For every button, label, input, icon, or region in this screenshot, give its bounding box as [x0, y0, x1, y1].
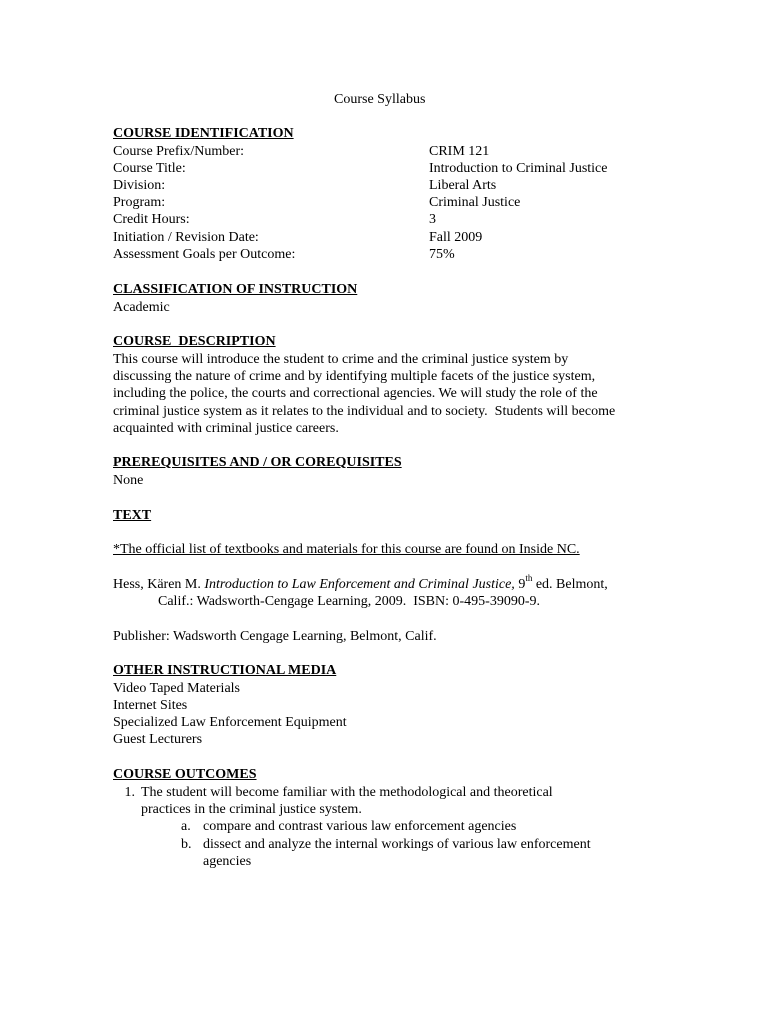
sub-outcome-line: agencies [203, 854, 252, 870]
outcomes-section [113, 766, 673, 871]
id-label: Credit Hours: [113, 212, 190, 228]
document-title: Course Syllabus [334, 92, 426, 107]
id-label: Course Prefix/Number: [113, 143, 245, 159]
id-row [113, 160, 673, 177]
official-textbook-note: *The official list of textbooks and materials for this course are found on Inside NC. [113, 542, 580, 557]
citation-line-2: Calif.: Wadsworth-Cengage Learning, 2009. ISBN: 0-495-39090-9. [158, 594, 540, 610]
outcome-item [113, 784, 673, 819]
classification-text: Academic [113, 299, 170, 315]
description-section [113, 333, 673, 438]
citation-edition-sup: th [525, 573, 533, 584]
course-identification-section [113, 125, 673, 263]
id-label: Initiation / Revision Date: [113, 229, 259, 245]
outcome-number: 1. [124, 784, 135, 800]
text-section [113, 507, 673, 525]
description-line: acquainted with criminal justice careers. [113, 421, 339, 437]
sub-outcome-letter: b. [181, 836, 192, 852]
id-row [113, 246, 673, 263]
publisher-text: Publisher: Wadsworth Cengage Learning, Belmont, Calif. [113, 629, 437, 644]
sub-outcome-line: dissect and analyze the internal workings of various law enforcement [203, 836, 591, 852]
prerequisites-section [113, 454, 673, 489]
citation-line [113, 573, 673, 593]
media-item: Internet Sites [113, 697, 188, 713]
id-row [113, 194, 673, 211]
media-section [113, 662, 673, 749]
id-value: CRIM 121 [429, 143, 490, 159]
id-row [113, 143, 673, 160]
course-identification-heading: COURSE IDENTIFICATION [113, 126, 294, 141]
citation-block [113, 573, 673, 611]
media-item: Video Taped Materials [113, 680, 240, 696]
id-label: Program: [113, 195, 166, 211]
prerequisites-heading: PREREQUISITES AND / OR COREQUISITES [113, 455, 402, 470]
publisher-block [113, 628, 673, 645]
description-heading: COURSE DESCRIPTION [113, 334, 276, 349]
id-row [113, 211, 673, 228]
sub-outcome-letter: a. [181, 819, 191, 835]
description-line: This course will introduce the student to crime and the criminal justice system by [113, 351, 569, 367]
outcome-line: practices in the criminal justice system. [141, 801, 362, 817]
description-line: criminal justice system as it relates to the individual and to society. Students will become [113, 403, 616, 419]
media-heading: OTHER INSTRUCTIONAL MEDIA [113, 663, 337, 678]
id-value: Fall 2009 [429, 229, 483, 245]
media-item: Guest Lecturers [113, 732, 203, 748]
outcomes-heading: COURSE OUTCOMES [113, 767, 257, 782]
text-heading: TEXT [113, 508, 152, 523]
id-label: Course Title: [113, 160, 186, 176]
prerequisites-text: None [113, 472, 144, 488]
id-row [113, 177, 673, 194]
citation-edition: 9 [514, 577, 526, 592]
id-label: Division: [113, 177, 166, 193]
sub-outcome-item [113, 818, 673, 835]
id-label: Assessment Goals per Outcome: [113, 246, 296, 262]
id-value: 75% [429, 246, 455, 262]
citation-author: Hess, Kären M. [113, 577, 205, 592]
media-item: Specialized Law Enforcement Equipment [113, 715, 347, 731]
citation-edition-rest: ed. Belmont, [532, 577, 608, 592]
description-line: discussing the nature of crime and by identifying multiple facets of the justice system, [113, 368, 596, 384]
id-value: 3 [429, 212, 436, 228]
id-row [113, 229, 673, 246]
classification-section [113, 281, 673, 316]
classification-heading: CLASSIFICATION OF INSTRUCTION [113, 282, 358, 297]
citation-book-title: Introduction to Law Enforcement and Criminal Justice, [204, 577, 515, 592]
official-note-block [113, 541, 673, 558]
id-value: Liberal Arts [429, 177, 497, 193]
id-value: Criminal Justice [429, 195, 521, 211]
id-value: Introduction to Criminal Justice [429, 160, 608, 176]
sub-outcome-line: compare and contrast various law enforcement agencies [203, 819, 517, 835]
description-line: including the police, the courts and correctional agencies. We will study the role of the [113, 386, 598, 402]
outcome-line: The student will become familiar with the methodological and theoretical [141, 784, 553, 800]
sub-outcome-item [113, 836, 673, 871]
